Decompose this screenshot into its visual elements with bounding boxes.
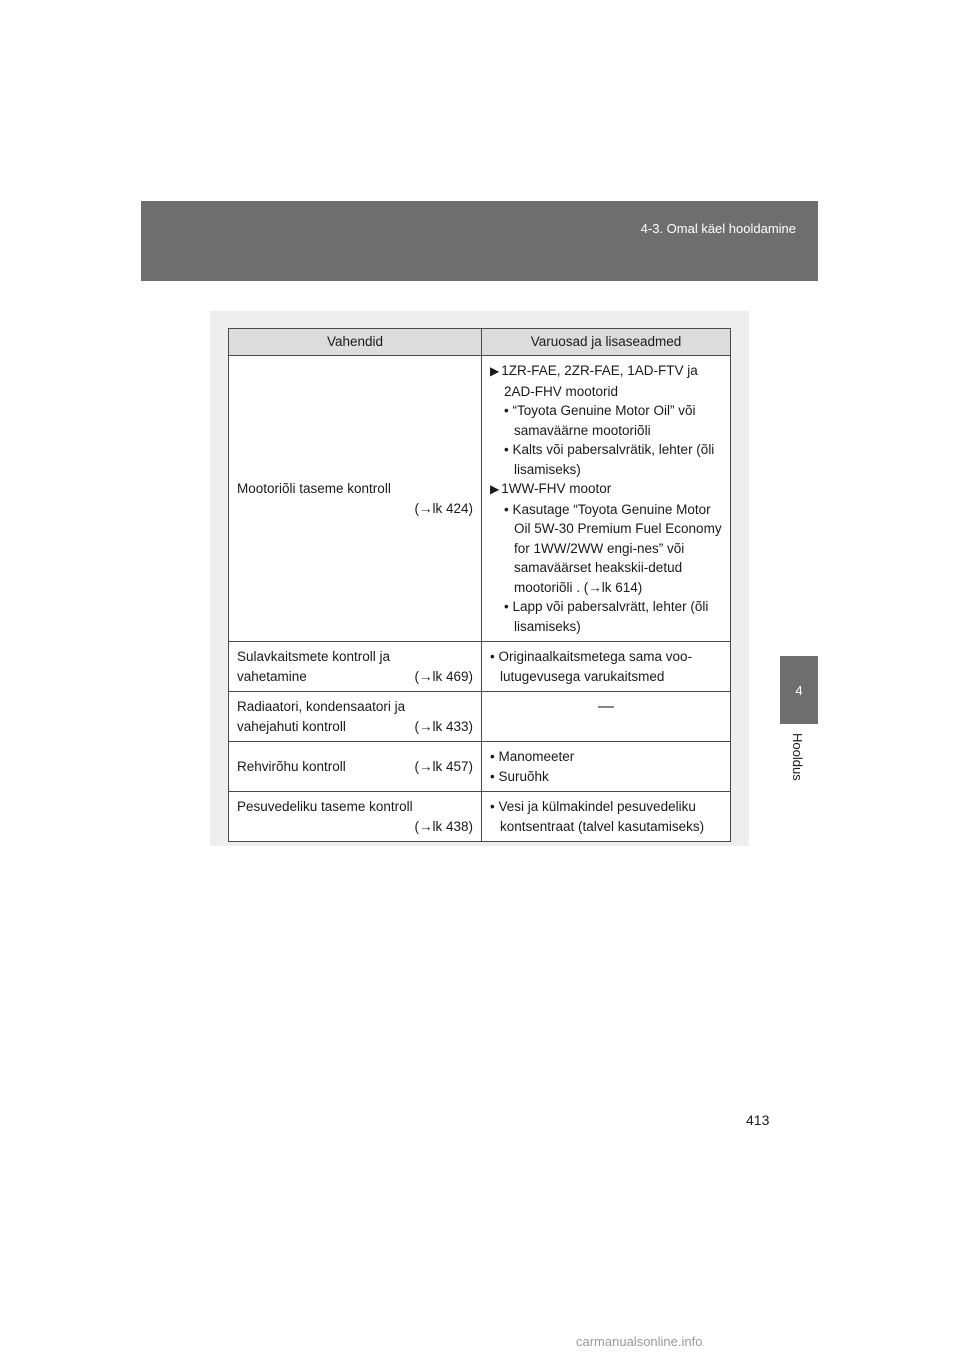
watermark-text: carmanualsonline.info xyxy=(576,1334,703,1349)
page-number: 413 xyxy=(746,1112,770,1128)
triangle-marker-icon: ▶ xyxy=(490,364,500,378)
chapter-label: Hooldus xyxy=(790,733,805,781)
tool-name: Sulavkaitsmete kontroll ja xyxy=(237,649,391,664)
tool-cell xyxy=(229,742,482,792)
section-header-bar xyxy=(141,201,818,281)
page-reference: (→lk 469) xyxy=(414,668,473,684)
triangle-marker-icon: ▶ xyxy=(490,482,500,496)
tool-cell xyxy=(229,692,482,742)
list-item: • Manomeeter xyxy=(490,749,575,764)
tool-name: vahejahuti kontroll xyxy=(237,718,346,734)
parts-cell xyxy=(482,792,731,842)
page-reference: (→lk 433) xyxy=(414,718,473,734)
table-row xyxy=(229,642,731,692)
tool-name: Radiaatori, kondensaatori ja xyxy=(237,699,406,714)
tool-name: vahetamine xyxy=(237,668,307,684)
parts-cell xyxy=(482,742,731,792)
tool-name: Rehvirõhu kontroll xyxy=(237,758,346,774)
parts-cell xyxy=(482,356,731,642)
table-row xyxy=(229,692,731,742)
list-item: • Lapp või pabersalvrätt, lehter (õli lisamiseks) xyxy=(504,599,709,634)
page-reference: (→lk 438) xyxy=(414,818,473,834)
parts-cell-empty: — xyxy=(482,692,731,742)
list-item: • Vesi ja külmakindel pesuvedeliku kontsentraat (talvel kasutamiseks) xyxy=(490,799,705,834)
list-item: • Kasutage “Toyota Genuine Motor Oil 5W-30 Premium Fuel Economy for 1WW/2WW engi-nes” või samaväärset heakskii-detud mootoriõli . (→lk 614) xyxy=(504,501,722,595)
list-item: • “Toyota Genuine Motor Oil” või samaväärne mootoriõli xyxy=(504,403,696,438)
table-row xyxy=(229,356,731,642)
chapter-tab xyxy=(780,656,818,724)
list-item: • Kalts või pabersalvrätik, lehter (õli lisamiseks) xyxy=(504,442,715,477)
engine-group-heading: ▶ 1WW-FHV mootor xyxy=(490,481,612,496)
tool-name: Pesuvedeliku taseme kontroll xyxy=(237,799,413,814)
tool-cell xyxy=(229,356,482,642)
chapter-number: 4 xyxy=(795,682,803,698)
table-header-row xyxy=(229,329,731,356)
tool-cell xyxy=(229,792,482,842)
tool-name: Mootoriõli taseme kontroll xyxy=(237,481,391,496)
list-item: • Suruõhk xyxy=(490,768,549,784)
list-item: • Originaalkaitsmetega sama voo-lutugevusega varukaitsmed xyxy=(490,649,693,684)
page-reference: (→lk 424) xyxy=(414,500,473,516)
page-reference: (→lk 457) xyxy=(414,758,473,774)
table-row xyxy=(229,792,731,842)
maintenance-panel xyxy=(210,311,749,846)
tool-cell xyxy=(229,642,482,692)
parts-cell xyxy=(482,642,731,692)
engine-group-heading: ▶ 1ZR-FAE, 2ZR-FAE, 1AD-FTV ja 2AD-FHV mootorid xyxy=(490,363,698,399)
column-header-tools: Vahendid xyxy=(229,329,482,356)
column-header-parts: Varuosad ja lisaseadmed xyxy=(482,329,731,356)
section-title: 4-3. Omal käel hooldamine xyxy=(640,221,796,236)
maintenance-table xyxy=(228,328,731,842)
table-row xyxy=(229,742,731,792)
